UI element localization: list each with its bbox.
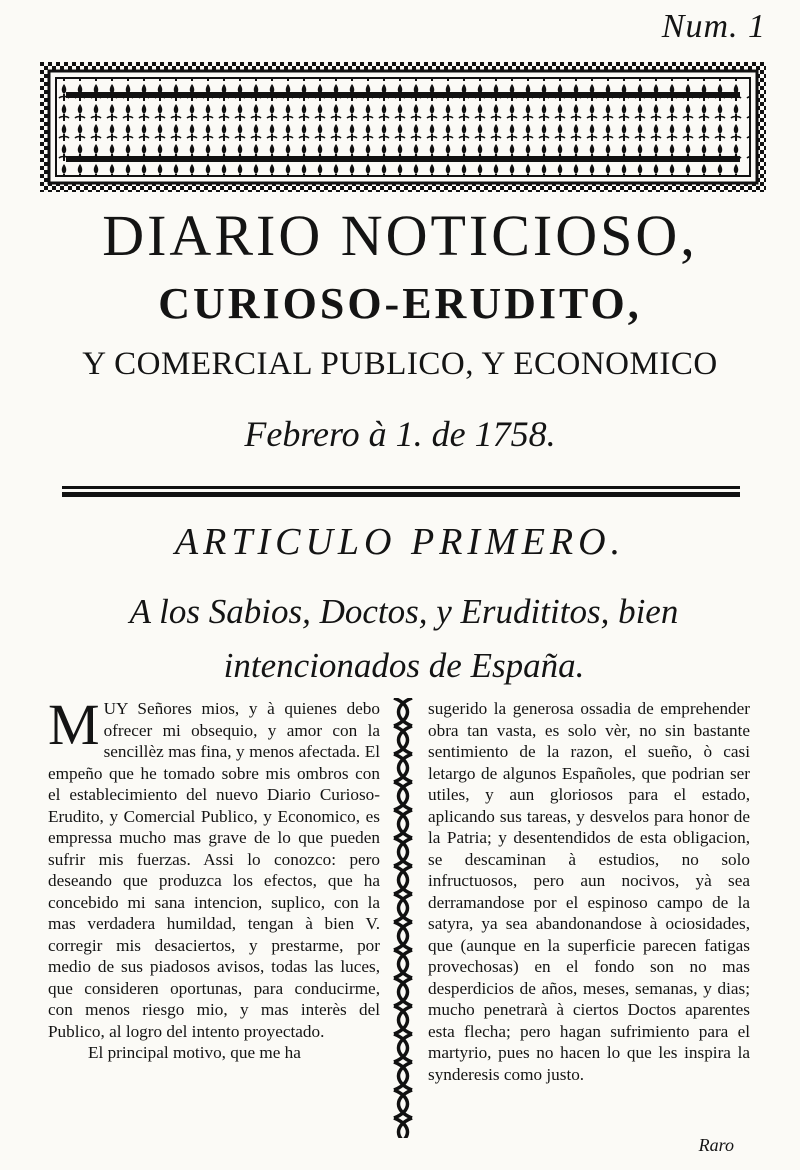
left-column — [48, 698, 380, 1128]
article-heading: ARTICULO PRIMERO. — [174, 521, 626, 563]
paragraph-3: sugerido la generosa ossadia de emprehender obra tan vasta, es solo vèr, no sin bastante sentimiento de la razon, el sueño, ò casi letargo de algunos Españoles, que podrian ser utiles, y aun gloriosos para el estado, aplicando sus tareas, y desvelos para honor de la Patria; y desentendidos de esta obligacion, se descaminan à estudios, no solo infructuosos, pero aun nocivos, yà sea derramandose por el espinoso campo de la satyra, ya sea abandonandose à ociosidades, que (aunque en la superficie parecen fatigas provechosas) en el fondo son no mas desperdicios de años, meses, semanas, y dias; mucho penetrarà à ciertos Doctos aparentes esta flecha; pero hagan sufrimiento para el martyrio, pues no hacen lo que les inspira la synderesis como justo. — [428, 699, 750, 1084]
catchword: Raro — [698, 1135, 734, 1155]
masthead-subtitle: CURIOSO-ERUDITO, — [158, 279, 642, 328]
column-divider-ornament — [390, 698, 416, 1138]
paragraph-2: El principal motivo, que me ha — [88, 1043, 301, 1062]
issue-date: Febrero à 1. de 1758. — [244, 414, 556, 454]
article-dedication: A los Sabios, Doctos, y Erudititos, bien intencionados de España. — [129, 592, 679, 685]
masthead-subtitle-2: Y COMERCIAL PUBLICO, Y ECONOMICO — [82, 346, 718, 382]
horizontal-rule — [62, 484, 740, 498]
masthead-title: DIARIO NOTICIOSO, — [102, 203, 698, 268]
drop-cap: M — [48, 698, 100, 757]
issue-number: Num. 1 — [661, 8, 766, 45]
ornamental-border-band — [40, 62, 766, 192]
paragraph-1-text: UY Señores mios, y à quienes debo ofrecer mi obsequio, y amor con la sencillèz mas fina, y menos afectada. El empeño que he tomado sobre mis ombros con el establecimiento del nuevo Diario Curioso-Erudito, y Comercial Publico, y Economico, es empressa mucho mas grave de lo que pueden sufrir mis fuerzas. Assi lo conozco: pero deseando que produzca los efectos, que ha concebido mi sana intencion, suplico, con la mas verdadera humildad, tengan à bien V. corregir mis desaciertos, y prestarme, por medio de sus piadosos avisos, todas las luces, que consideren oportunas, para conducirme, con menos riesgo mio, y mas interès del Publico, al logro del intento proyectado. — [48, 699, 380, 1041]
right-column — [428, 698, 750, 1138]
paragraph-1 — [48, 698, 380, 1042]
